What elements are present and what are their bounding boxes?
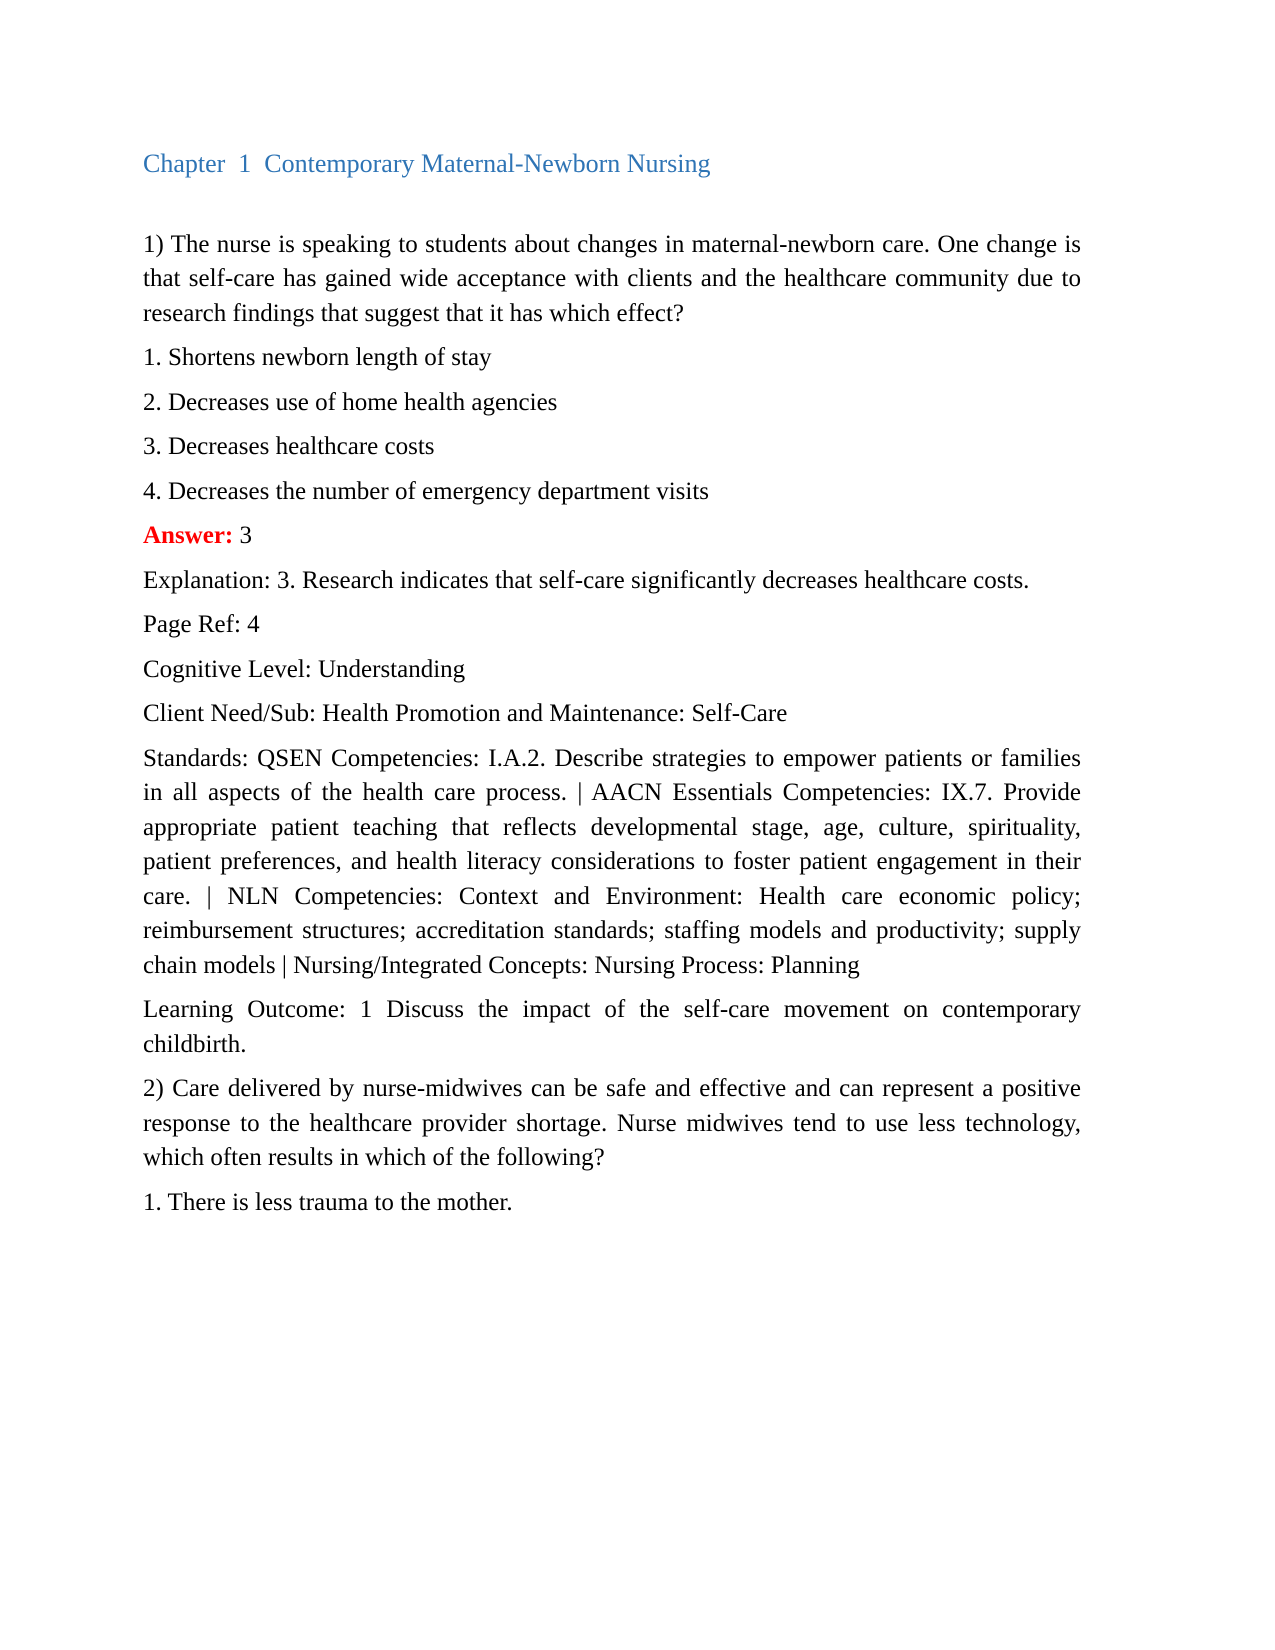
question-2-stem: 2) Care delivered by nurse-midwives can be safe and effective and can represent a positive response to the healthcare provider shortage. Nurse midwives tend to use less technology, which often results in which of the following?: [143, 1075, 1081, 1172]
question-1-cognitive-level: Cognitive Level: Understanding: [143, 655, 466, 683]
question-1-option-3: 3. Decreases healthcare costs: [143, 433, 435, 461]
question-1-learning-outcome: Learning Outcome: 1 Discuss the impact of the self-care movement on contemporary childbirth.: [143, 996, 1081, 1058]
question-1-answer-line: [143, 519, 1081, 554]
question-1-option-4: 4. Decreases the number of emergency department visits: [143, 477, 710, 505]
question-1-standards: Standards: QSEN Competencies: I.A.2. Describe strategies to empower patients or families in all aspects of the health care process. | AACN Essentials Competencies: IX.7. Provide appropriate patient teaching that reflects developmental stage, age, culture, spirituality, patient preferences, and health literacy considerations to foster patient engagement in their care. | NLN Competencies: Context and Environment: Health care economic policy; reimbursement structures; accreditation standards; staffing models and productivity; supply chain models | Nursing/Integrated Concepts: Nursing Process: Planning: [143, 744, 1081, 979]
question-1-option-1: 1. Shortens newborn length of stay: [143, 344, 492, 372]
answer-value: 3: [239, 522, 253, 550]
question-1-option-2: 2. Decreases use of home health agencies: [143, 388, 558, 416]
chapter-title: Chapter 1 Contemporary Maternal-Newborn Nursing: [143, 149, 711, 178]
question-1-page-ref: Page Ref: 4: [143, 611, 260, 639]
question-1-explanation: Explanation: 3. Research indicates that self-care significantly decreases healthcare costs.: [143, 566, 1030, 594]
question-2-option-1: 1. There is less trauma to the mother.: [143, 1188, 513, 1216]
question-1-stem: 1) The nurse is speaking to students about changes in maternal-newborn care. One change is that self-care has gained wide acceptance with clients and the healthcare community due to research findings that suggest that it has which effect?: [143, 230, 1081, 327]
answer-label: Answer:: [143, 522, 234, 550]
question-1-client-need: Client Need/Sub: Health Promotion and Maintenance: Self-Care: [143, 700, 788, 728]
